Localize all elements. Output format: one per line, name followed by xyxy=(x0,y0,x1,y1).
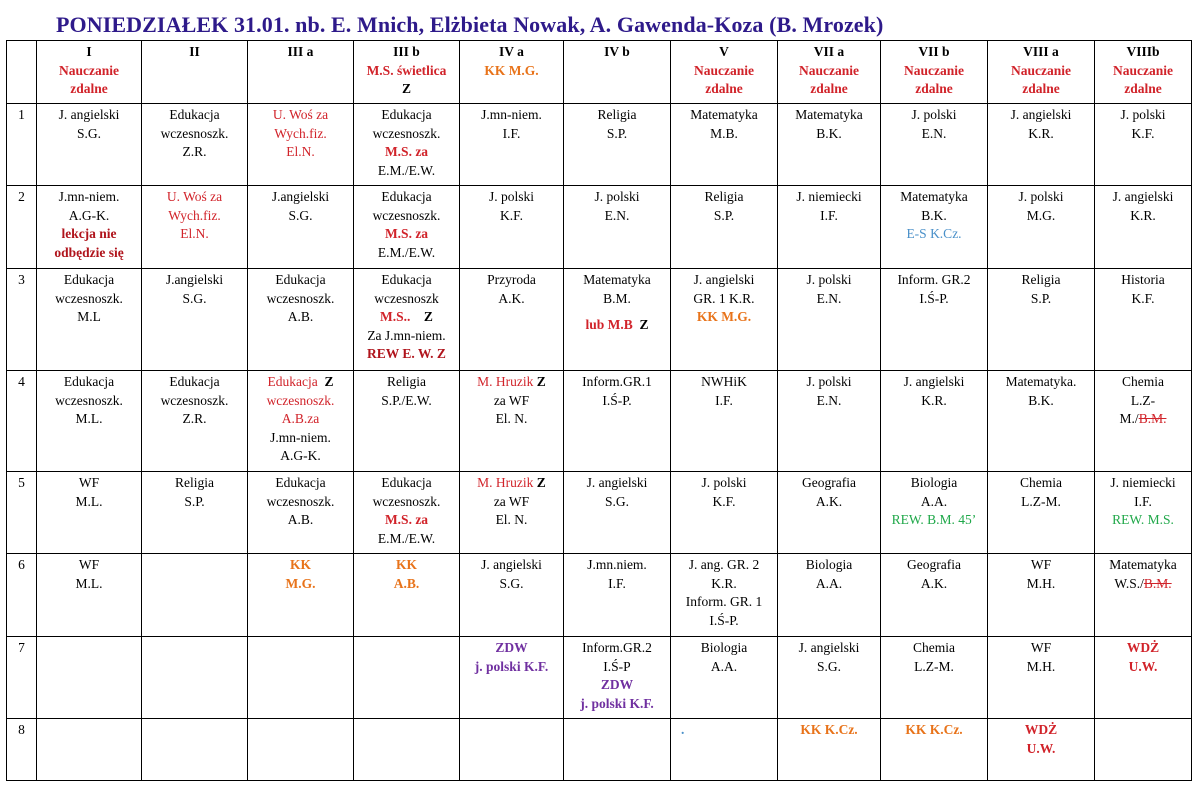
cell-7-VIIa: J. angielski S.G. xyxy=(778,637,881,719)
remote-note: Nauczanie xyxy=(59,62,119,78)
cell-4-V: NWHiK I.F. xyxy=(671,371,778,472)
cell-8-IIIb xyxy=(354,719,460,781)
cell-6-IVa: J. angielski S.G. xyxy=(460,554,564,637)
class-name: III a xyxy=(287,44,314,59)
lesson-row-5 xyxy=(7,472,1192,554)
cell-2-IIIa: J.angielski S.G. xyxy=(248,186,354,269)
class-name: V xyxy=(719,44,729,59)
cell-5-IVb: J. angielski S.G. xyxy=(564,472,671,554)
cell-7-IIIb xyxy=(354,637,460,719)
cell-2-IVb: J. polski E.N. xyxy=(564,186,671,269)
remote-note: zdalne xyxy=(915,81,953,96)
cell-3-II: J.angielski S.G. xyxy=(142,269,248,371)
cell-2-VIIIa: J. polski M.G. xyxy=(988,186,1095,269)
cell-4-II: Edukacja wczesnoszk. Z.R. xyxy=(142,371,248,472)
cell-6-IVb: J.mn.niem. I.F. xyxy=(564,554,671,637)
lesson-row-2 xyxy=(7,186,1192,269)
cell-5-II: Religia S.P. xyxy=(142,472,248,554)
cell-4-IIIb: Religia S.P./E.W. xyxy=(354,371,460,472)
substitution-note: KK M.G. xyxy=(484,62,539,78)
cell-4-VIIIb: Chemia L.Z- M./B.M. xyxy=(1095,371,1192,472)
z-marker: Z xyxy=(401,81,411,96)
remote-note: Nauczanie xyxy=(1113,62,1173,78)
col-head-VIIIa xyxy=(988,41,1095,104)
lesson-number: 8 xyxy=(7,719,37,781)
class-name: VIIIb xyxy=(1126,44,1160,59)
cell-3-VIIIa: Religia S.P. xyxy=(988,269,1095,371)
cell-2-IVa: J. polski K.F. xyxy=(460,186,564,269)
lesson-row-3 xyxy=(7,269,1192,371)
cell-2-II: U. Woś za Wych.fiz. El.N. xyxy=(142,186,248,269)
col-head-VIIIb xyxy=(1095,41,1192,104)
cell-7-I xyxy=(37,637,142,719)
cell-1-VIIIa: J. angielski K.R. xyxy=(988,104,1095,186)
cell-3-I: Edukacja wczesnoszk. M.L xyxy=(37,269,142,371)
cell-7-VIIb: Chemia L.Z-M. xyxy=(881,637,988,719)
remote-note: zdalne xyxy=(1022,81,1060,96)
cell-1-VIIb: J. polski E.N. xyxy=(881,104,988,186)
cell-8-IVb xyxy=(564,719,671,781)
cell-2-I: J.mn-niem. A.G-K. lekcja nie odbędzie się xyxy=(37,186,142,269)
class-name: I xyxy=(86,44,92,59)
cell-8-VIIIa: WDŻ U.W. xyxy=(988,719,1095,781)
col-head-I xyxy=(37,41,142,104)
cell-1-I: J. angielski S.G. xyxy=(37,104,142,186)
remote-note: zdalne xyxy=(70,81,108,96)
cell-7-IIIa xyxy=(248,637,354,719)
cell-8-IIIa xyxy=(248,719,354,781)
cell-3-IIIb: Edukacja wczesnoszk M.S.. Z Za J.mn-niem. REW E. W. Z xyxy=(354,269,460,371)
cell-7-V: Biologia A.A. xyxy=(671,637,778,719)
corner-cell xyxy=(7,41,37,104)
cell-8-I xyxy=(37,719,142,781)
cell-1-II: Edukacja wczesnoszk. Z.R. xyxy=(142,104,248,186)
cell-8-VIIb: KK K.Cz. xyxy=(881,719,988,781)
cell-5-VIIb: Biologia A.A. REW. B.M. 45’ xyxy=(881,472,988,554)
cell-4-IVb: Inform.GR.1 I.Ś-P. xyxy=(564,371,671,472)
cell-5-IIIa: Edukacja wczesnoszk. A.B. xyxy=(248,472,354,554)
cell-6-VIIa: Biologia A.A. xyxy=(778,554,881,637)
col-head-IIIb xyxy=(354,41,460,104)
lesson-number: 7 xyxy=(7,637,37,719)
lesson-row-8 xyxy=(7,719,1192,781)
class-name: VIII a xyxy=(1023,44,1059,59)
cell-6-VIIIb: Matematyka W.S./B.M. xyxy=(1095,554,1192,637)
cell-8-IVa xyxy=(460,719,564,781)
cell-7-IVb: Inform.GR.2 I.Ś-P ZDW j. polski K.F. xyxy=(564,637,671,719)
lesson-number: 1 xyxy=(7,104,37,186)
class-name: VII a xyxy=(813,44,845,59)
col-head-VIIa xyxy=(778,41,881,104)
cell-2-V: Religia S.P. xyxy=(671,186,778,269)
class-name: III b xyxy=(393,44,420,59)
class-name: VII b xyxy=(918,44,950,59)
cell-5-VIIIa: Chemia L.Z-M. xyxy=(988,472,1095,554)
cell-5-VIIIb: J. niemiecki I.F. REW. M.S. xyxy=(1095,472,1192,554)
cell-5-IIIb: Edukacja wczesnoszk. M.S. za E.M./E.W. xyxy=(354,472,460,554)
lesson-number: 3 xyxy=(7,269,37,371)
cell-5-IVa: M. Hruzik Z za WF El. N. xyxy=(460,472,564,554)
schedule-table xyxy=(6,40,1192,781)
cell-5-I: WF M.L. xyxy=(37,472,142,554)
cell-1-VIIa: Matematyka B.K. xyxy=(778,104,881,186)
cell-2-VIIb: Matematyka B.K. E-S K.Cz. xyxy=(881,186,988,269)
cell-7-VIIIa: WF M.H. xyxy=(988,637,1095,719)
cell-6-I: WF M.L. xyxy=(37,554,142,637)
cell-1-IIIa: U. Woś za Wych.fiz. El.N. xyxy=(248,104,354,186)
cell-1-V: Matematyka M.B. xyxy=(671,104,778,186)
lesson-number: 5 xyxy=(7,472,37,554)
lesson-row-4 xyxy=(7,371,1192,472)
lesson-number: 2 xyxy=(7,186,37,269)
remote-note: Nauczanie xyxy=(1011,62,1071,78)
substitution-note: M.S. świetlica xyxy=(366,62,447,78)
cell-1-IVa: J.mn-niem. I.F. xyxy=(460,104,564,186)
cell-2-IIIb: Edukacja wczesnoszk. M.S. za E.M./E.W. xyxy=(354,186,460,269)
cell-6-II xyxy=(142,554,248,637)
cell-2-VIIa: J. niemiecki I.F. xyxy=(778,186,881,269)
cell-6-IIIb: KK A.B. xyxy=(354,554,460,637)
remote-note: Nauczanie xyxy=(694,62,754,78)
lesson-row-1 xyxy=(7,104,1192,186)
cell-6-VIIb: Geografia A.K. xyxy=(881,554,988,637)
class-name: IV a xyxy=(499,44,524,59)
cell-8-VIIa: KK K.Cz. xyxy=(778,719,881,781)
cell-3-IIIa: Edukacja wczesnoszk. A.B. xyxy=(248,269,354,371)
remote-note: zdalne xyxy=(810,81,848,96)
header-row xyxy=(7,41,1192,104)
lesson-row-6 xyxy=(7,554,1192,637)
cell-8-II xyxy=(142,719,248,781)
cell-1-IIIb: Edukacja wczesnoszk. M.S. za E.M./E.W. xyxy=(354,104,460,186)
cell-7-VIIIb: WDŻ U.W. xyxy=(1095,637,1192,719)
col-head-IIIa xyxy=(248,41,354,104)
cell-7-II xyxy=(142,637,248,719)
cell-7-IVa: ZDW j. polski K.F. xyxy=(460,637,564,719)
cell-3-IVb: Matematyka B.M. lub M.B Z xyxy=(564,269,671,371)
cell-4-VIIb: J. angielski K.R. xyxy=(881,371,988,472)
col-head-VIIb xyxy=(881,41,988,104)
cell-5-V: J. polski K.F. xyxy=(671,472,778,554)
cell-4-IVa: M. Hruzik Z za WF El. N. xyxy=(460,371,564,472)
col-head-II xyxy=(142,41,248,104)
cell-3-VIIa: J. polski E.N. xyxy=(778,269,881,371)
cell-4-VIIIa: Matematyka. B.K. xyxy=(988,371,1095,472)
page-title: PONIEDZIAŁEK 31.01. nb. E. Mnich, Elżbieta Nowak, A. Gawenda-Koza (B. Mrozek) xyxy=(56,12,884,37)
cell-1-IVb: Religia S.P. xyxy=(564,104,671,186)
cell-5-VIIa: Geografia A.K. xyxy=(778,472,881,554)
lesson-row-7 xyxy=(7,637,1192,719)
lesson-number: 6 xyxy=(7,554,37,637)
cell-4-VIIa: J. polski E.N. xyxy=(778,371,881,472)
cell-6-V: J. ang. GR. 2 K.R. Inform. GR. 1 I.Ś-P. xyxy=(671,554,778,637)
cell-6-IIIa: KK M.G. xyxy=(248,554,354,637)
remote-note: Nauczanie xyxy=(799,62,859,78)
lesson-number: 4 xyxy=(7,371,37,472)
col-head-IVb xyxy=(564,41,671,104)
class-name: II xyxy=(189,44,200,59)
cell-3-IVa: Przyroda A.K. xyxy=(460,269,564,371)
cell-8-V: . xyxy=(671,719,778,781)
cell-6-VIIIa: WF M.H. xyxy=(988,554,1095,637)
cell-1-VIIIb: J. polski K.F. xyxy=(1095,104,1192,186)
cell-3-VIIb: Inform. GR.2 I.Ś-P. xyxy=(881,269,988,371)
cell-4-I: Edukacja wczesnoszk. M.L. xyxy=(37,371,142,472)
remote-note: zdalne xyxy=(705,81,743,96)
col-head-V xyxy=(671,41,778,104)
col-head-IVa xyxy=(460,41,564,104)
cell-2-VIIIb: J. angielski K.R. xyxy=(1095,186,1192,269)
remote-note: zdalne xyxy=(1124,81,1162,96)
cell-3-V: J. angielski GR. 1 K.R. KK M.G. xyxy=(671,269,778,371)
remote-note: Nauczanie xyxy=(904,62,964,78)
cell-3-VIIIb: Historia K.F. xyxy=(1095,269,1192,371)
cell-4-IIIa: Edukacja Z wczesnoszk. A.B.za J.mn-niem. A.G-K. xyxy=(248,371,354,472)
class-name: IV b xyxy=(604,44,630,59)
cell-8-VIIIb xyxy=(1095,719,1192,781)
